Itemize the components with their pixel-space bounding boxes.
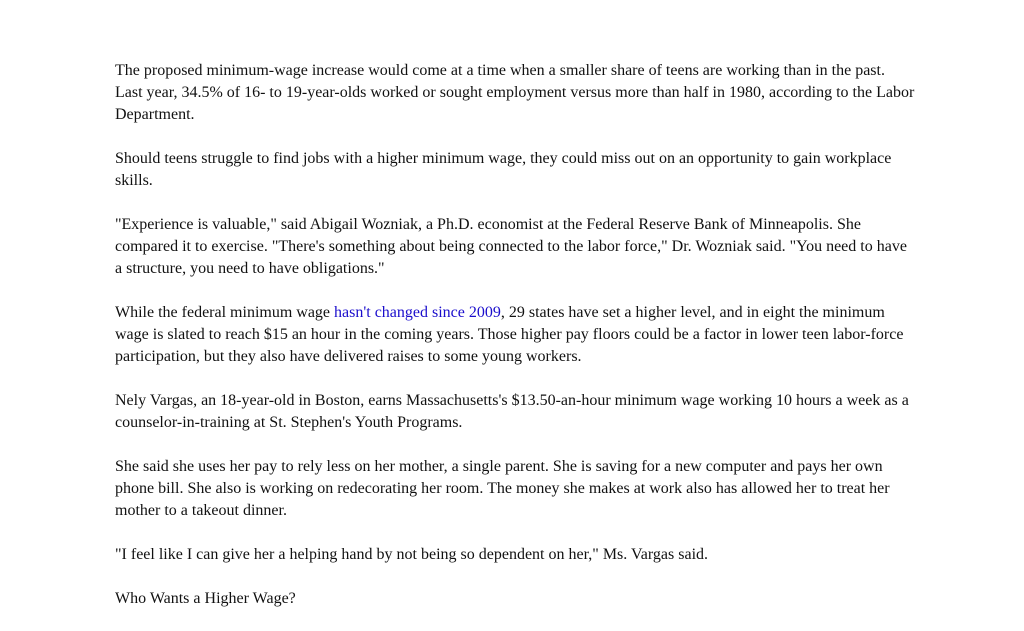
article-body bbox=[115, 60, 915, 610]
paragraph-text-after-link: , 29 states have set a higher level, and in eight the minimum wage is slated to reach $15 an hour in the coming years. Those higher pay floors could be a factor in lower teen labor-force participation, but they also have delivered raises to some young workers. bbox=[115, 304, 904, 365]
link-hasnt-changed-since-2009[interactable]: hasn't changed since 2009 bbox=[334, 304, 501, 321]
paragraph-text-before-link: While the federal minimum wage bbox=[115, 304, 335, 321]
paragraph-nely-vargas: Nely Vargas, an 18-year-old in Boston, earns Massachusetts's $13.50-an-hour minimum wage working 10 hours a week as a counselor-in-training at St. Stephen's Youth Programs. bbox=[115, 392, 909, 431]
paragraph-state-minimum-wage bbox=[115, 302, 915, 368]
paragraph-workplace-skills: Should teens struggle to find jobs with a higher minimum wage, they could miss out on an opportunity to gain workplace skills. bbox=[115, 150, 892, 189]
section-subheading: Who Wants a Higher Wage? bbox=[115, 590, 296, 607]
paragraph-teen-share: The proposed minimum-wage increase would come at a time when a smaller share of teens are working than in the past. Last year, 34.5% of 16- to 19-year-olds worked or sought employment versus more than half in 1980, according to the Labor Department. bbox=[115, 62, 915, 123]
paragraph-vargas-pay-use: She said she uses her pay to rely less on her mother, a single parent. She is saving for a new computer and pays her own phone bill. She also is working on redecorating her room. The money she makes at work also has allowed her to treat her mother to a takeout dinner. bbox=[115, 458, 890, 519]
paragraph-vargas-quote: "I feel like I can give her a helping hand by not being so dependent on her," Ms. Vargas said. bbox=[115, 546, 709, 563]
paragraph-wozniak-quote: "Experience is valuable," said Abigail Wozniak, a Ph.D. economist at the Federal Reserve Bank of Minneapolis. She compared it to exercise. "There's something about being connected to the labor force," Dr. Wozniak said. "You need to have a structure, you need to have obligations." bbox=[115, 216, 907, 277]
